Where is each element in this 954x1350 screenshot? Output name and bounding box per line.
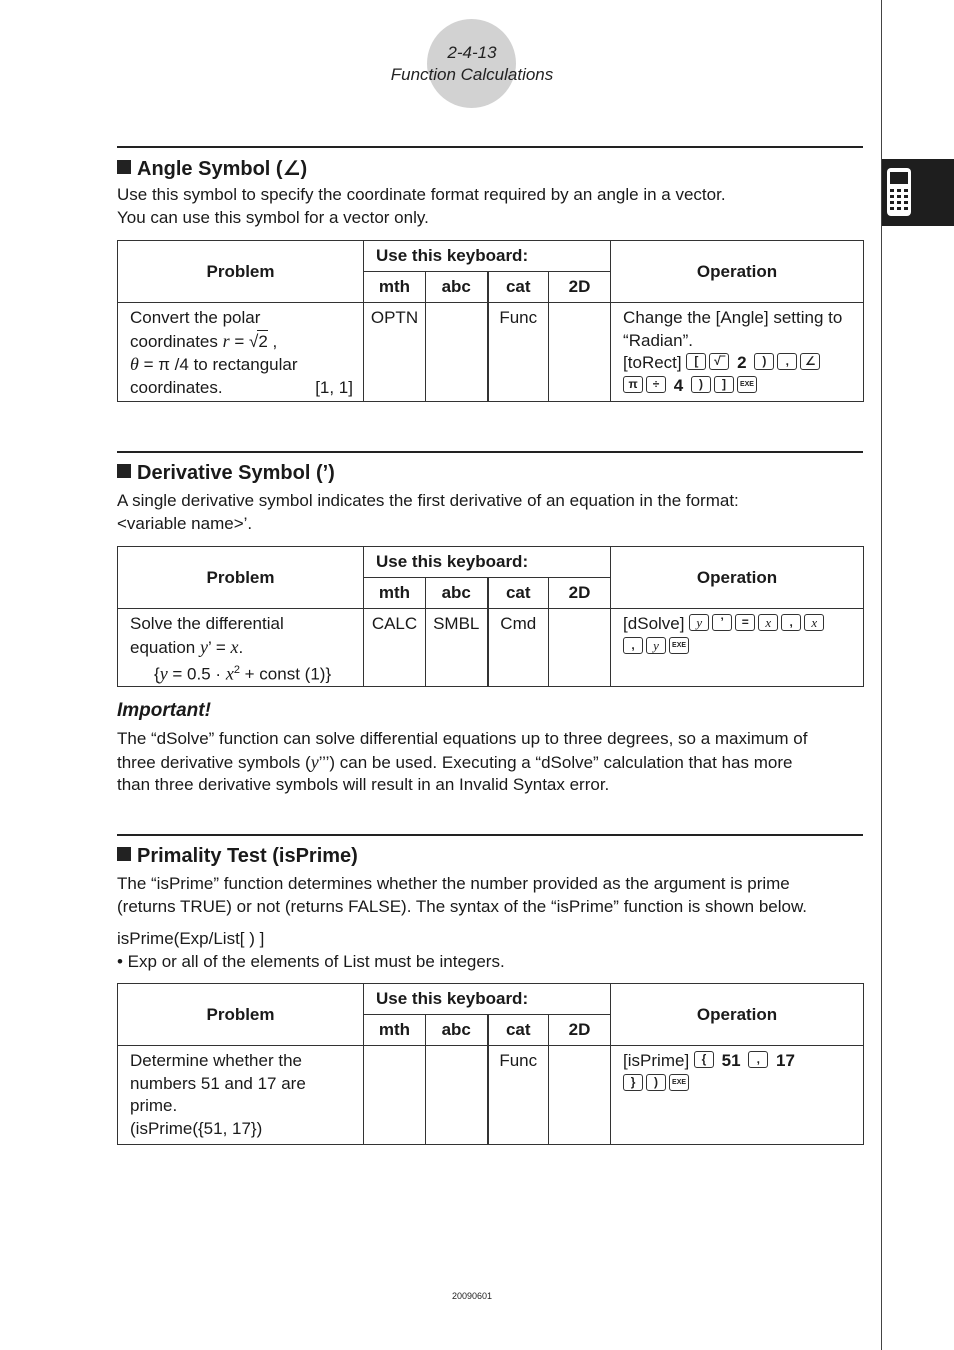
- operation-cell: [dSolve] y ’ = x , x , y EXE: [611, 609, 864, 687]
- header-use-keyboard: Use this keyboard:: [364, 241, 611, 272]
- rparen-key-icon: ): [691, 376, 711, 393]
- header-problem: Problem: [118, 241, 364, 303]
- angle-description: Use this symbol to specify the coordinate format required by an angle in a vector. You can use this symbol for a vector only.: [117, 185, 726, 227]
- header-mth: mth: [364, 272, 426, 303]
- lbrace-key-icon: {: [694, 1051, 714, 1068]
- calculator-icon: [886, 167, 912, 217]
- equals-key-icon: =: [735, 614, 755, 631]
- comma-key-icon: ,: [748, 1051, 768, 1068]
- header-operation: Operation: [611, 984, 864, 1046]
- problem-cell: Convert the polar coordinates r = √2 , θ = π /4 to rectangular coordinates. [1, 1]: [118, 303, 364, 402]
- header-cat: cat: [488, 272, 549, 303]
- prime-key-icon: ’: [712, 614, 732, 631]
- angle-keyboard-table: [117, 240, 864, 402]
- table-row: [118, 303, 864, 402]
- important-text: The “dSolve” function can solve differential equations up to three degrees, so a maximum of three derivative symbols (y’’’) can be used. Executing a “dSolve” calculation that has more than three derivative symbols will result in an Invalid Syntax error.: [117, 729, 808, 794]
- rparen-key-icon: ): [754, 353, 774, 370]
- sqrt-key-icon: √‾: [709, 353, 729, 370]
- y-key-icon: y: [646, 637, 666, 654]
- exe-key-icon: EXE: [669, 637, 689, 654]
- important-title: Important!: [117, 700, 211, 721]
- operation-cell: Change the [Angle] setting to “Radian”. [toRect] [ √‾ 2 ) , ∠ π ÷ 4 ) ] EXE: [611, 303, 864, 402]
- 2d-cell: [549, 1046, 611, 1145]
- problem-cell: Solve the differential equation y’ = x. {$y = 0.5 \cdot x^2$ + const (1)}: [118, 609, 364, 687]
- problem-cell: Determine whether the numbers 51 and 17 are prime. (isPrime({51, 17}): [118, 1046, 364, 1145]
- header-abc: abc: [426, 1015, 488, 1046]
- comma-key-icon: ,: [777, 353, 797, 370]
- comma-key-icon: ,: [623, 637, 643, 654]
- derivative-description: A single derivative symbol indicates the first derivative of an equation in the format: <variable name>’.: [117, 491, 739, 533]
- prime-section-title: Primality Test (isPrime): [117, 845, 358, 868]
- section-rule: [117, 146, 863, 148]
- derivative-keyboard-table: [117, 546, 864, 687]
- abc-cell: [426, 1046, 488, 1145]
- footer-code: 20090601: [451, 1291, 493, 1301]
- header-cat: cat: [488, 578, 549, 609]
- section-rule: [117, 834, 863, 836]
- prime-keyboard-table: [117, 983, 864, 1145]
- abc-cell: [426, 303, 488, 402]
- header-operation: Operation: [611, 241, 864, 303]
- header-use-keyboard: Use this keyboard:: [364, 984, 611, 1015]
- mth-cell: OPTN: [364, 303, 426, 402]
- cat-cell: Cmd: [488, 609, 549, 687]
- rparen-key-icon: ): [646, 1074, 666, 1091]
- page-number: 2-4-13: [447, 43, 497, 62]
- y-key-icon: y: [689, 614, 709, 631]
- square-bullet-icon: [117, 847, 131, 861]
- section-rule: [117, 451, 863, 453]
- section-title: Function Calculations: [390, 65, 554, 84]
- square-bullet-icon: [117, 160, 131, 174]
- cat-cell: Func: [488, 1046, 549, 1145]
- exe-key-icon: EXE: [669, 1074, 689, 1091]
- answer: [1, 1]: [315, 377, 353, 397]
- rbrace-key-icon: }: [623, 1074, 643, 1091]
- table-row: [118, 1046, 864, 1145]
- square-bullet-icon: [117, 464, 131, 478]
- comma-key-icon: ,: [781, 614, 801, 631]
- pi-key-icon: π: [623, 376, 643, 393]
- angle-section-title: Angle Symbol (∠): [117, 156, 307, 181]
- exe-key-icon: EXE: [737, 376, 757, 393]
- x-key-icon: x: [804, 614, 824, 631]
- header-abc: abc: [426, 272, 488, 303]
- angle-key-icon: ∠: [800, 353, 820, 370]
- header-problem: Problem: [118, 984, 364, 1046]
- header-problem: Problem: [118, 547, 364, 609]
- header-2d: 2D: [549, 578, 611, 609]
- 2d-cell: [549, 303, 611, 402]
- header-cat: cat: [488, 1015, 549, 1046]
- mth-cell: [364, 1046, 426, 1145]
- prime-description: The “isPrime” function determines whether the number provided as the argument is prime (returns TRUE) or not (returns FALSE). The syntax of the “isPrime” function is shown below.: [117, 874, 808, 916]
- chapter-tab: [882, 159, 954, 226]
- derivative-section-title: Derivative Symbol (’): [117, 462, 335, 485]
- header-2d: 2D: [549, 1015, 611, 1046]
- header-2d: 2D: [549, 272, 611, 303]
- header-mth: mth: [364, 578, 426, 609]
- 2d-cell: [549, 609, 611, 687]
- abc-cell: SMBL: [426, 609, 488, 687]
- operation-cell: [isPrime] { 51 , 17 } ) EXE: [611, 1046, 864, 1145]
- header-circle: [427, 19, 516, 108]
- header-mth: mth: [364, 1015, 426, 1046]
- rbracket-key-icon: ]: [714, 376, 734, 393]
- header-abc: abc: [426, 578, 488, 609]
- lbracket-key-icon: [: [686, 353, 706, 370]
- mth-cell: CALC: [364, 609, 426, 687]
- prime-syntax: isPrime(Exp/List[ ) ] • Exp or all of the elements of List must be integers.: [117, 929, 505, 971]
- header-operation: Operation: [611, 547, 864, 609]
- cat-cell: Func: [488, 303, 549, 402]
- table-row: [118, 609, 864, 687]
- divide-key-icon: ÷: [646, 376, 666, 393]
- header-use-keyboard: Use this keyboard:: [364, 547, 611, 578]
- x-key-icon: x: [758, 614, 778, 631]
